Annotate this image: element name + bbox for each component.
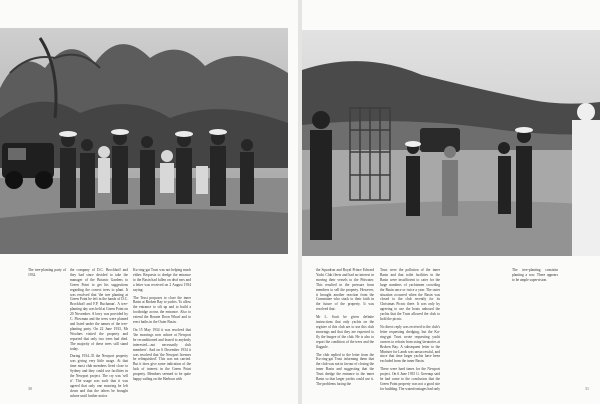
paragraph: the company of D.C. Brockhoff and they had since decided to take the manager of the Botanic Gardens to Green Point to get his suggestions regarding the correct trees to plant. It was resolved that 'the tree planting at Green Point be left in the hands of D.C. Brockhoff and F.P. Buchanan'. A tree-planting day was held at Green Point on 20 November. A lorry was provided by C. Plowman and the trees were planted and listed under the names of the tree-planting party. On 22 June 1933, Mr Woolnes visited the property and reported that only two trees had died. The majority of these trees still stand today. (70, 268, 128, 351)
paragraph: The club replied to the letter from the Ku-ring-gai Trust informing them that the club was not in favour of closing the inner Basin and suggesting that the Trust dredge the entrance to the inner Basin so that larger yachts could use it. The problems facing the (316, 352, 374, 386)
paragraph: the Squadron and Royal Prince Edward Yacht Club fleets and had no interest in moving their vessels to the Pittwater. This resulted in the pressure from members to sell the property. However, it brought another reaction from the Committee who stuck to their faith in the future of the property. It was resolved that: (316, 268, 374, 312)
right-text-column-2 (380, 268, 440, 390)
paragraph: During 1934–35 the Newport property was giving very little usage. At that time most club members lived close to Sydney and they could use facilities in the Newport project. The cry was 'sell it'. The usage was such that it was agreed that only one mooring be left down and that the others be brought ashore until further notice. (70, 354, 128, 398)
paragraph: Mr L. Scott be given definite instructions that only yachts on the register of this club are to use this club moorings and that they are expected to fly the burgee of the club. He is also to report the condition of the trees and the flagpole. (316, 315, 374, 349)
paragraph: The Trust proposes to close the inner Basin at Broken Bay to yachts. To allow the entrance to silt up and to build a footbridge across the entrance. Also to extend the Bonnie Doon Wharf and to erect baths in the Outer Basin. (133, 295, 191, 325)
right-page-number: 31 (585, 386, 589, 391)
left-page-number: 30 (28, 386, 32, 391)
tree-planting-party-photo (0, 28, 288, 254)
paragraph: These were hard times for the Newport project. On 6 June 1935 G. Greenup said he had come to the conclusion that the Green Point property was not a good site for building. The waterfrontages had only (380, 367, 441, 391)
left-text-column-1 (70, 268, 128, 398)
right-page (302, 0, 600, 404)
paragraph: No direct reply was received to the club's letter requesting dredging, but the Ku-ring-gai Trust wrote requesting yacht owners to refrain from using lavatories at Broken Bay. A subsequent letter to the Minister for Lands was unsuccessful, and since that time larger yachts have been excluded from the inner Basin. (380, 324, 440, 364)
paragraph: On 15 May 1934 it was resolved that 'the moorings now ashore at Newport be reconditioned and leased to anybody interested—not necessarily club members'. And on 6 December 1934 it was resolved that 'the Newport licenses be relinquished'. This was not carried. But it does give some indication of the lack of interest in the Green Point property. Members seemed to be quite happy sailing on the Harbour with (133, 327, 191, 382)
right-photo-caption: The tree-planting consistin planting a row. There appears to be ample supervision. (512, 268, 558, 282)
left-text-column-2 (133, 268, 191, 390)
paragraph: Ku-ring-gai Trust was not helping much either. Requests to dredge the entrance to the Basin had fallen on deaf ears and a letter was received on 2 August 1934 saying: (133, 268, 191, 292)
tree-planting-row-photo (302, 30, 600, 256)
right-text-column-1 (316, 268, 374, 390)
left-photo-caption: The tree-planting party of 1932. (28, 268, 66, 277)
paragraph: Trust were the pollution of the inner Basin and that toilet facilities in the Basin were insufficient to cater for the large numbers of yachtsmen crowding the Basin once or twice a year. The outer situation occurred when the Basin was closed to the club recently for its Christmas Picnic there. It was only by agreeing to use the boats onboard the yachts that the Trust allowed the club to hold the picnic. (380, 268, 440, 322)
left-page (0, 0, 298, 404)
